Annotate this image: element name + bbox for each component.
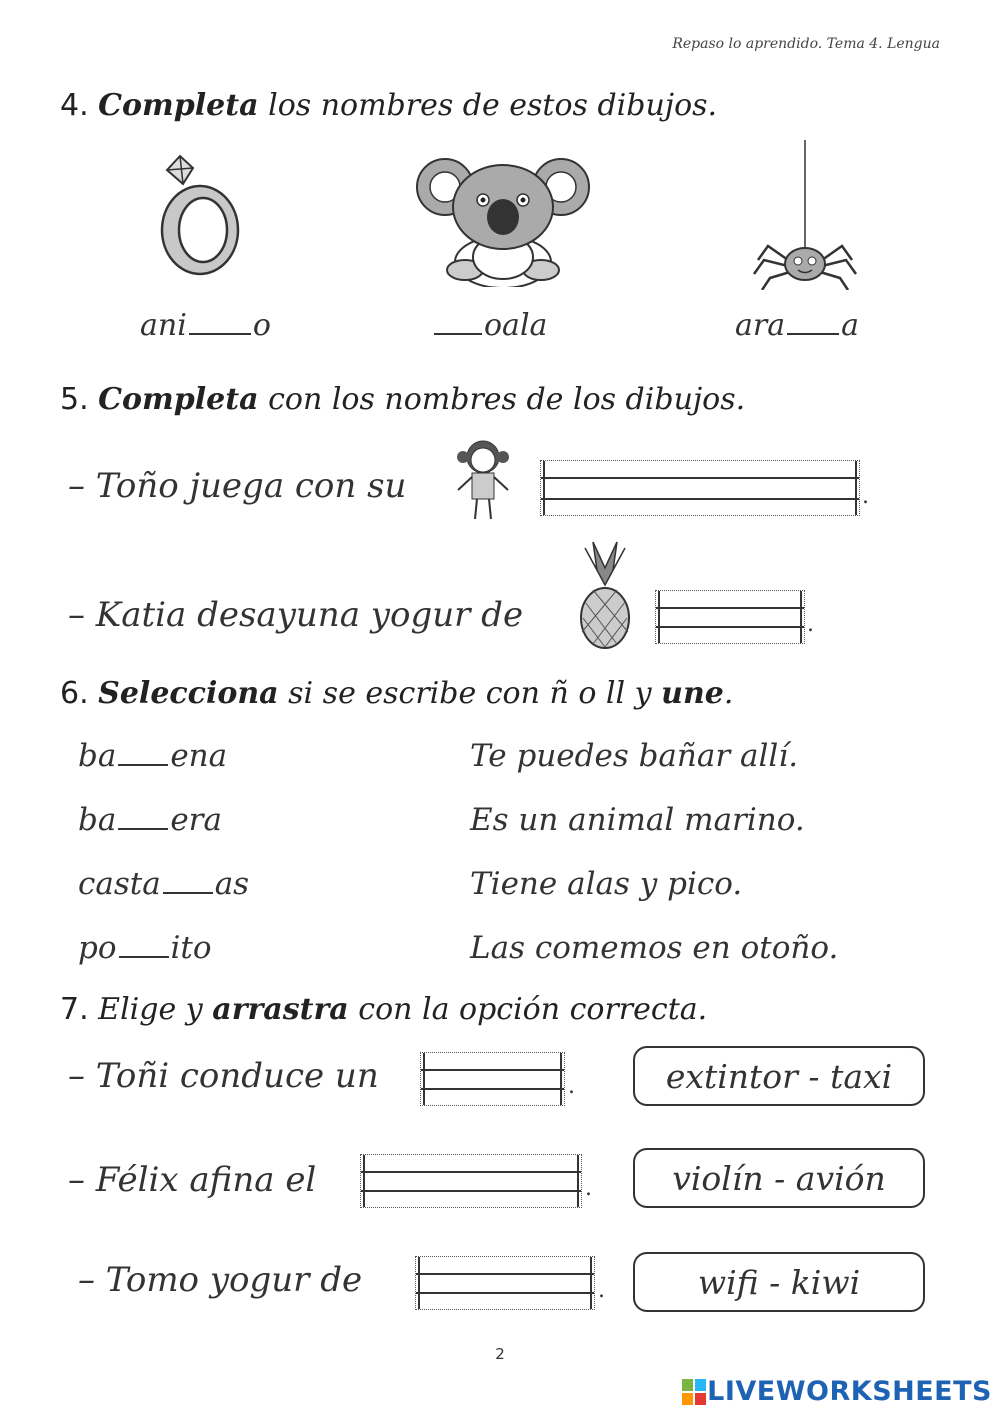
answer-box-doll[interactable] bbox=[540, 460, 860, 516]
exercise-number: 6. bbox=[60, 676, 89, 711]
word-prefix: po bbox=[78, 930, 117, 966]
word-prefix: ara bbox=[735, 308, 786, 343]
period: . bbox=[568, 1074, 575, 1099]
doll-icon bbox=[448, 435, 518, 525]
match-right-item[interactable]: Las comemos en otoño. bbox=[470, 930, 839, 966]
drop-box[interactable] bbox=[360, 1154, 582, 1208]
letter-blank[interactable] bbox=[118, 764, 168, 766]
exercise-number: 5. bbox=[60, 382, 89, 417]
option-button[interactable]: extintor - taxi bbox=[633, 1046, 925, 1106]
word-suffix: as bbox=[214, 866, 250, 902]
exercise-verb: Selecciona bbox=[98, 676, 279, 711]
word-item-koala bbox=[432, 308, 547, 343]
liveworksheets-logo[interactable] bbox=[681, 1376, 992, 1407]
word-suffix: o bbox=[252, 308, 271, 343]
spider-icon bbox=[750, 140, 860, 290]
word-prefix: ba bbox=[78, 802, 117, 838]
exercise-4-heading bbox=[60, 88, 717, 123]
word-item-ring bbox=[140, 308, 271, 343]
word-prefix: ba bbox=[78, 738, 117, 774]
match-right-item[interactable]: Te puedes bañar allí. bbox=[470, 738, 799, 774]
word-prefix: casta bbox=[78, 866, 161, 902]
exercise-instruction-pre: Elige y bbox=[98, 992, 203, 1027]
match-left-item[interactable] bbox=[78, 738, 227, 774]
match-right-item[interactable]: Es un animal marino. bbox=[470, 802, 805, 838]
option-button[interactable]: wifi - kiwi bbox=[633, 1252, 925, 1312]
match-left-item[interactable] bbox=[78, 930, 212, 966]
word-suffix: ito bbox=[170, 930, 212, 966]
sentence-taxi: – Toñi conduce un bbox=[68, 1056, 379, 1096]
page-number: 2 bbox=[495, 1345, 505, 1363]
exercise-instruction: con la opción correcta. bbox=[358, 992, 708, 1027]
sentence-pineapple: – Katia desayuna yogur de bbox=[68, 595, 524, 635]
letter-blank[interactable] bbox=[434, 333, 482, 335]
option-button[interactable]: violín - avión bbox=[633, 1148, 925, 1208]
sentence-kiwi: – Tomo yogur de bbox=[78, 1260, 363, 1300]
exercise-number: 4. bbox=[60, 88, 89, 123]
drop-box[interactable] bbox=[415, 1256, 595, 1310]
pineapple-icon bbox=[565, 540, 645, 650]
heading-end: . bbox=[723, 676, 734, 711]
match-left-item[interactable] bbox=[78, 802, 222, 838]
exercise-verb-2: une bbox=[661, 676, 724, 711]
period: . bbox=[862, 484, 869, 509]
letter-blank[interactable] bbox=[787, 333, 839, 335]
answer-box-pineapple[interactable] bbox=[655, 590, 805, 644]
word-suffix: era bbox=[170, 802, 222, 838]
period: . bbox=[598, 1278, 605, 1303]
exercise-verb: Completa bbox=[98, 382, 259, 417]
period: . bbox=[807, 612, 814, 637]
period: . bbox=[585, 1176, 592, 1201]
letter-blank[interactable] bbox=[119, 956, 169, 958]
word-item-spider bbox=[735, 308, 859, 343]
koala-icon bbox=[415, 152, 590, 287]
exercise-number: 7. bbox=[60, 992, 89, 1027]
exercise-verb: arrastra bbox=[212, 992, 349, 1027]
exercise-7-heading bbox=[60, 992, 707, 1027]
word-suffix: oala bbox=[484, 308, 548, 343]
exercise-instruction: los nombres de estos dibujos. bbox=[268, 88, 718, 123]
letter-blank[interactable] bbox=[118, 828, 168, 830]
drop-box[interactable] bbox=[420, 1052, 565, 1106]
exercise-verb: Completa bbox=[98, 88, 259, 123]
sentence-violin: – Félix afina el bbox=[68, 1160, 317, 1200]
exercise-5-heading bbox=[60, 382, 745, 417]
match-left-item[interactable] bbox=[78, 866, 249, 902]
liveworksheets-logo-icon bbox=[681, 1378, 707, 1406]
ring-icon bbox=[145, 150, 255, 280]
letter-blank[interactable] bbox=[189, 333, 251, 335]
page-header: Repaso lo aprendido. Tema 4. Lengua bbox=[672, 36, 940, 52]
word-suffix: a bbox=[841, 308, 860, 343]
sentence-doll: – Toño juega con su bbox=[68, 466, 407, 506]
match-right-item[interactable]: Tiene alas y pico. bbox=[470, 866, 743, 902]
letter-blank[interactable] bbox=[163, 892, 213, 894]
exercise-instruction: si se escribe con ñ o ll y bbox=[288, 676, 652, 711]
exercise-instruction: con los nombres de los dibujos. bbox=[268, 382, 746, 417]
word-suffix: ena bbox=[170, 738, 228, 774]
exercise-6-heading bbox=[60, 676, 733, 711]
liveworksheets-logo-text: LIVEWORKSHEETS bbox=[707, 1376, 992, 1407]
word-prefix: ani bbox=[140, 308, 187, 343]
